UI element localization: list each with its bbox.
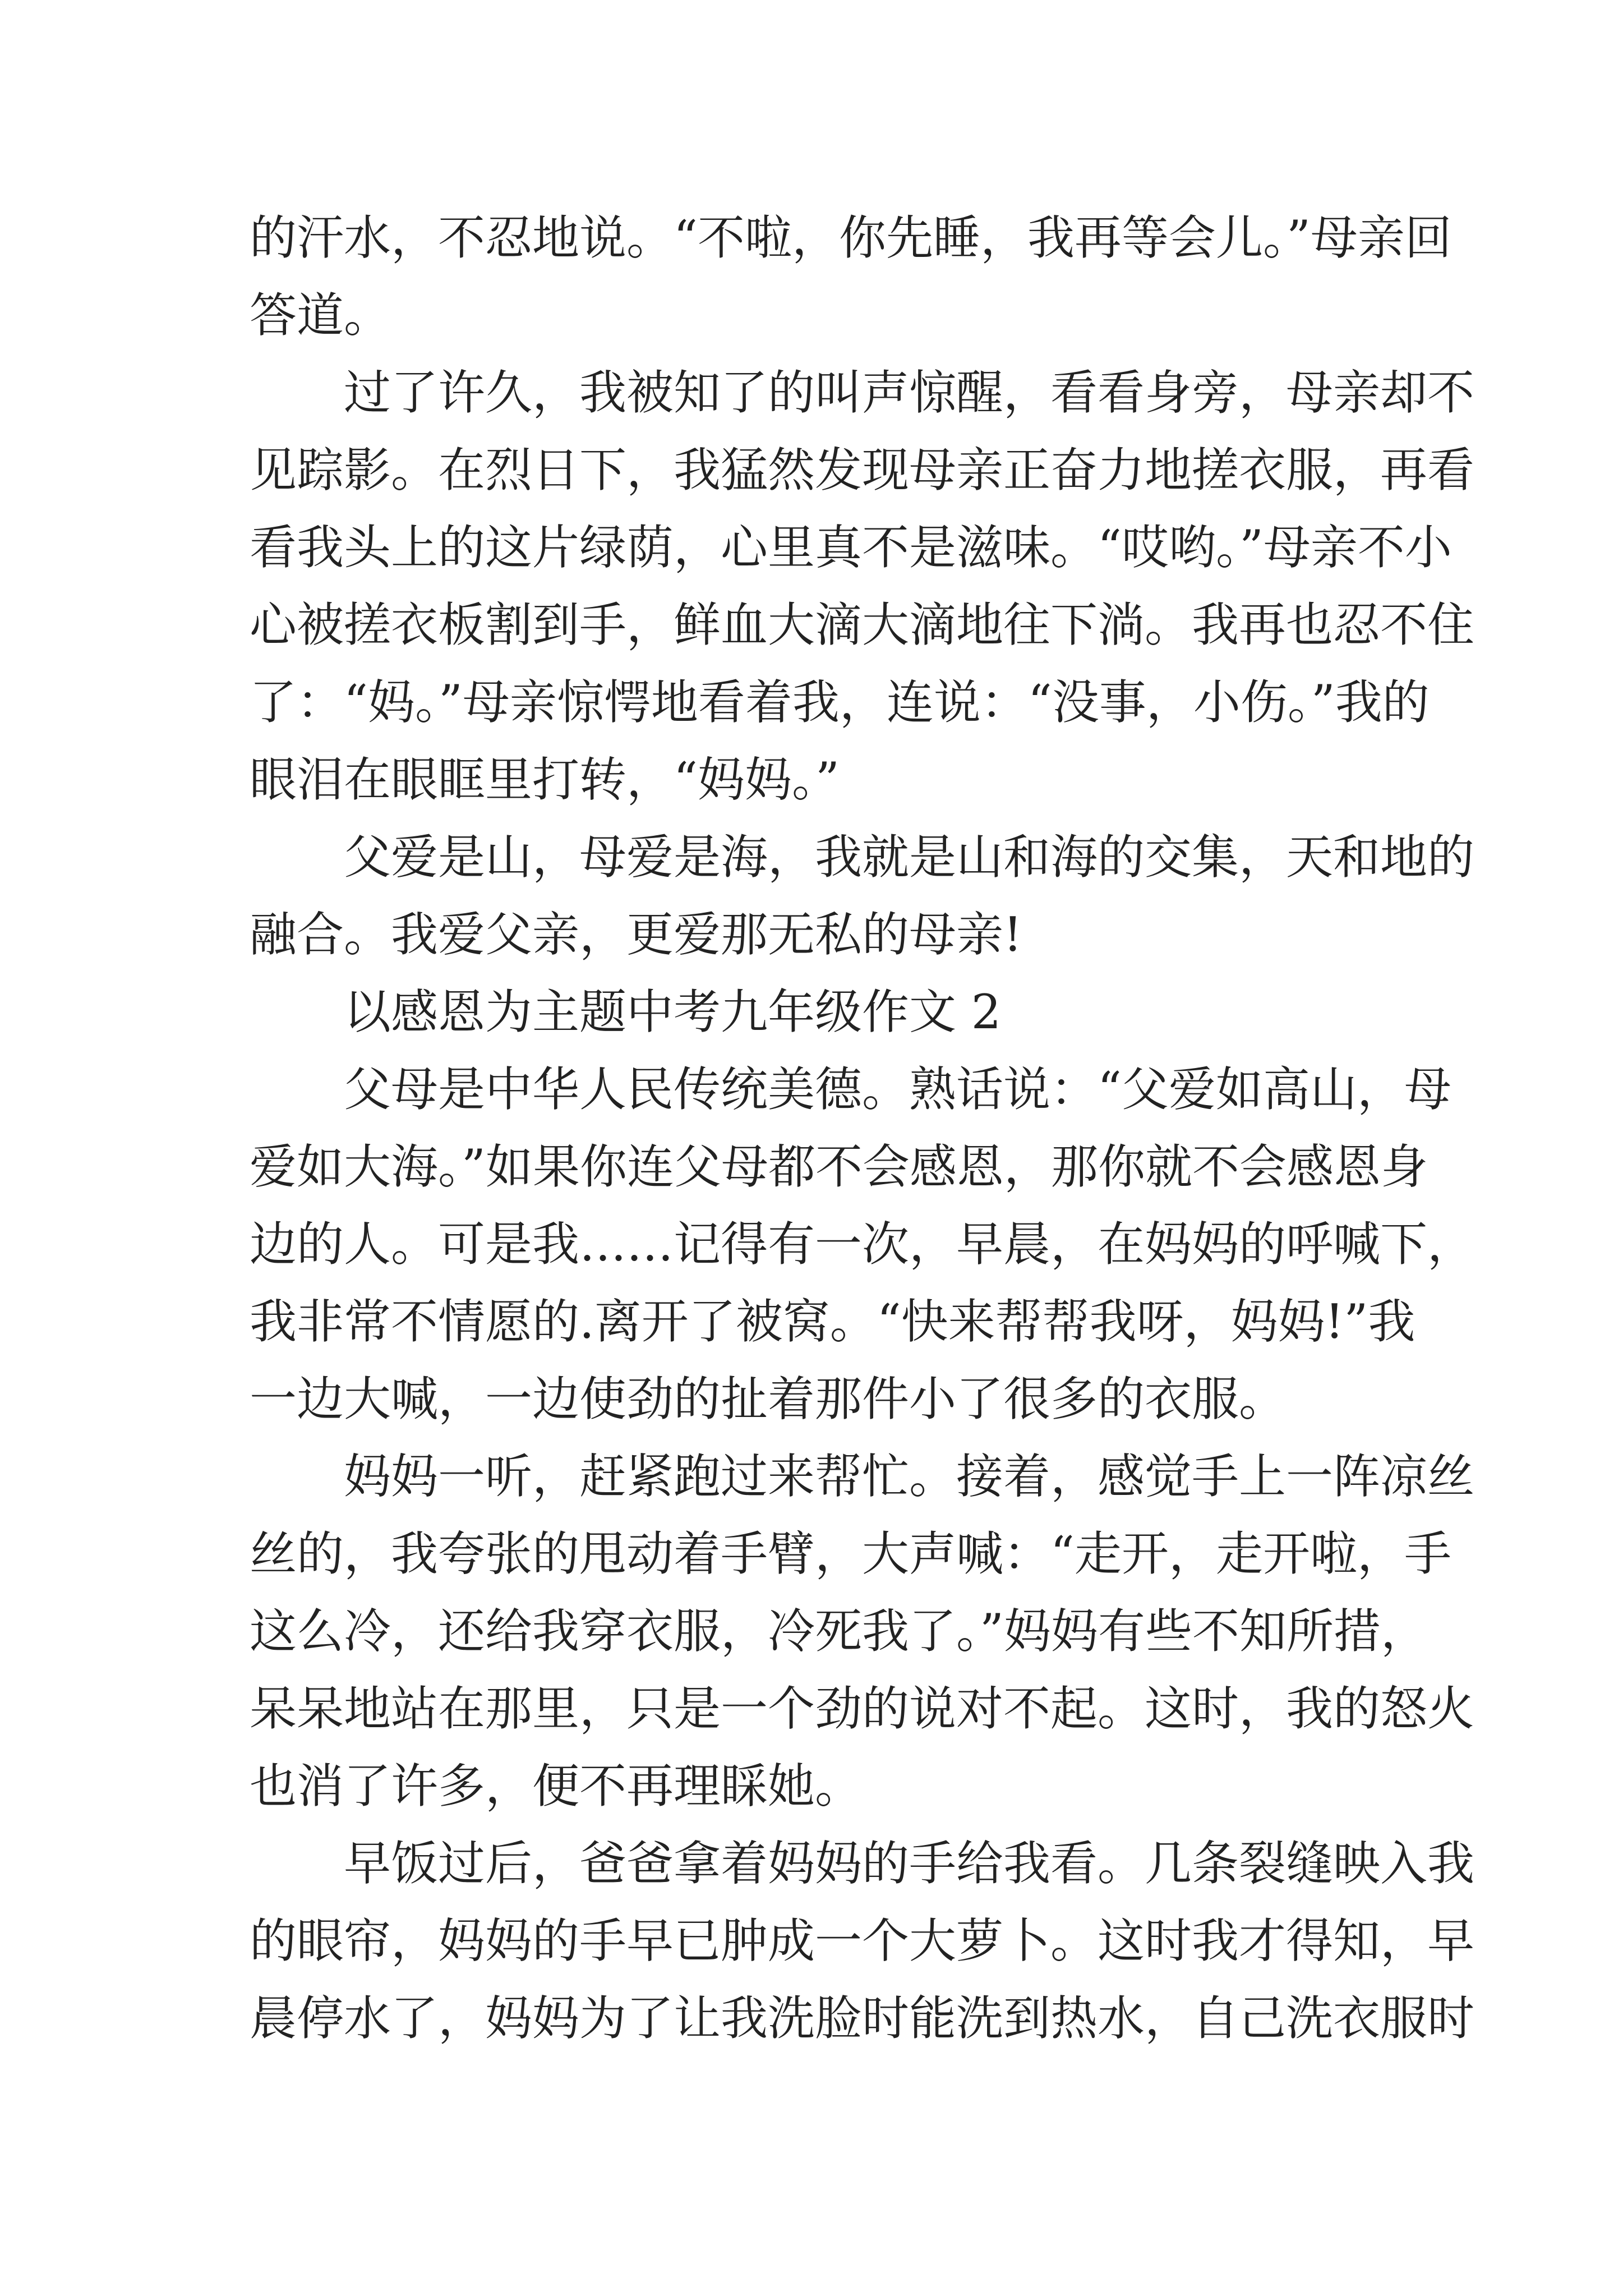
text-line: 过了许久，我被知了的叫声惊醒，看看身旁，母亲却不 xyxy=(344,365,1475,420)
text-line: 父母是中华人民传统美德。熟话说：“父爱如高山，母 xyxy=(344,1062,1451,1117)
paragraph xyxy=(250,354,1475,818)
text-line: 一边大喊，一边使劲的扯着那件小了很多的衣服。 xyxy=(250,1372,1287,1427)
text-line: 早饭过后，爸爸拿着妈妈的手给我看。几条裂缝映入我 xyxy=(344,1836,1475,1891)
text-line: 以感恩为主题中考九年级作文 2 xyxy=(344,984,1002,1039)
text-line: 的眼帘，妈妈的手早已肿成一个大萝卜。这时我才得知，早 xyxy=(250,1913,1475,1968)
text-line: 看我头上的这片绿荫，心里真不是滋味。“哎哟。”母亲不小 xyxy=(250,520,1452,575)
text-line: 也消了许多，便不再理睬她。 xyxy=(250,1759,863,1814)
paragraph xyxy=(250,1051,1475,1438)
text-line: 见踪影。在烈日下，我猛然发现母亲正奋力地搓衣服，再看 xyxy=(250,443,1475,498)
text-line: 了：“妈。”母亲惊愕地看着我，连说：“没事，小伤。”我的 xyxy=(250,675,1430,730)
essay-subtitle xyxy=(250,973,1388,1051)
paragraph xyxy=(250,199,1452,354)
text-line: 答道。 xyxy=(250,288,391,343)
text-line: 呆呆地站在那里，只是一个劲的说对不起。这时，我的怒火 xyxy=(250,1681,1475,1736)
text-line: 边的人。可是我……记得有一次，早晨，在妈妈的呼喊下， xyxy=(250,1217,1475,1272)
text-line: 父爱是山，母爱是海，我就是山和海的交集，天和地的 xyxy=(344,830,1475,885)
text-line: 我非常不情愿的.离开了被窝。“快来帮帮我呀，妈妈!”我 xyxy=(250,1294,1415,1349)
paragraph xyxy=(250,1825,1475,2057)
paragraph xyxy=(250,818,1475,973)
essay-body xyxy=(250,199,1475,2057)
text-line: 这么冷，还给我穿衣服，冷死我了。”妈妈有些不知所措， xyxy=(250,1604,1428,1659)
text-line: 晨停水了，妈妈为了让我洗脸时能洗到热水，自己洗衣服时 xyxy=(250,1991,1475,2046)
text-line: 妈妈一听，赶紧跑过来帮忙。接着，感觉手上一阵凉丝 xyxy=(344,1449,1475,1504)
text-line: 爱如大海。”如果你连父母都不会感恩，那你就不会感恩身 xyxy=(250,1139,1428,1194)
text-line: 的汗水，不忍地说。“不啦，你先睡，我再等会儿。”母亲回 xyxy=(250,210,1452,265)
text-line: 心被搓衣板割到手，鲜血大滴大滴地往下淌。我再也忍不住 xyxy=(250,597,1475,652)
text-line: 眼泪在眼眶里打转，“妈妈。” xyxy=(250,752,840,807)
paragraph xyxy=(250,1438,1475,1825)
text-line: 融合。我爱父亲，更爱那无私的母亲! xyxy=(250,907,1022,962)
text-line: 丝的，我夸张的甩动着手臂，大声喊：“走开，走开啦，手 xyxy=(250,1526,1451,1581)
